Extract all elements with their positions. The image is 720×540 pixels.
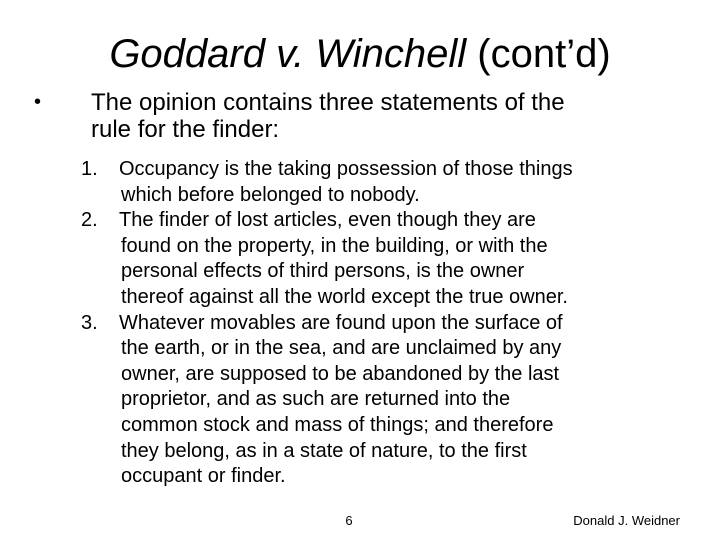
rule-line: owner, are supposed to be abandoned by the last <box>121 362 560 385</box>
rule-line: they belong, as in a state of nature, to the first <box>121 439 527 462</box>
bullet-text <box>91 89 681 143</box>
rule-line: thereof against all the world except the true owner. <box>121 285 568 308</box>
bullet-icon: • <box>34 91 42 113</box>
rule-line: Occupancy is the taking possession of those things <box>119 158 573 180</box>
rule-text <box>121 311 691 490</box>
rule-item-2 <box>0 208 720 310</box>
rule-number: 1. <box>81 158 98 180</box>
rule-item-1 <box>0 157 720 208</box>
title-suffix: (cont’d) <box>477 32 611 76</box>
page-number: 6 <box>345 513 353 528</box>
rules-list <box>0 157 720 490</box>
rule-line: Whatever movables are found upon the surface of <box>119 311 563 334</box>
footer-author: Donald J. Weidner <box>573 513 680 528</box>
rule-text <box>121 157 691 208</box>
rule-line: occupant or finder. <box>121 465 286 488</box>
case-name: Goddard v. Winchell <box>109 32 467 76</box>
bullet-line: rule for the finder: <box>91 116 280 143</box>
rule-item-3 <box>0 311 720 490</box>
rule-text <box>121 208 691 310</box>
rule-line: the earth, or in the sea, and are unclaimed by any <box>121 337 562 360</box>
rule-number: 2. <box>81 209 98 232</box>
rule-line: personal effects of third persons, is the owner <box>121 260 525 283</box>
bullet-line: The opinion contains three statements of the <box>91 89 565 116</box>
rule-number: 3. <box>81 311 98 334</box>
rule-line: proprietor, and as such are returned into the <box>121 388 511 411</box>
rule-line: common stock and mass of things; and therefore <box>121 413 554 436</box>
rule-line: The finder of lost articles, even though they are <box>119 209 536 232</box>
rule-line: found on the property, in the building, or with the <box>121 234 548 257</box>
rule-line: which before belonged to nobody. <box>121 183 420 206</box>
slide-title <box>0 30 720 78</box>
